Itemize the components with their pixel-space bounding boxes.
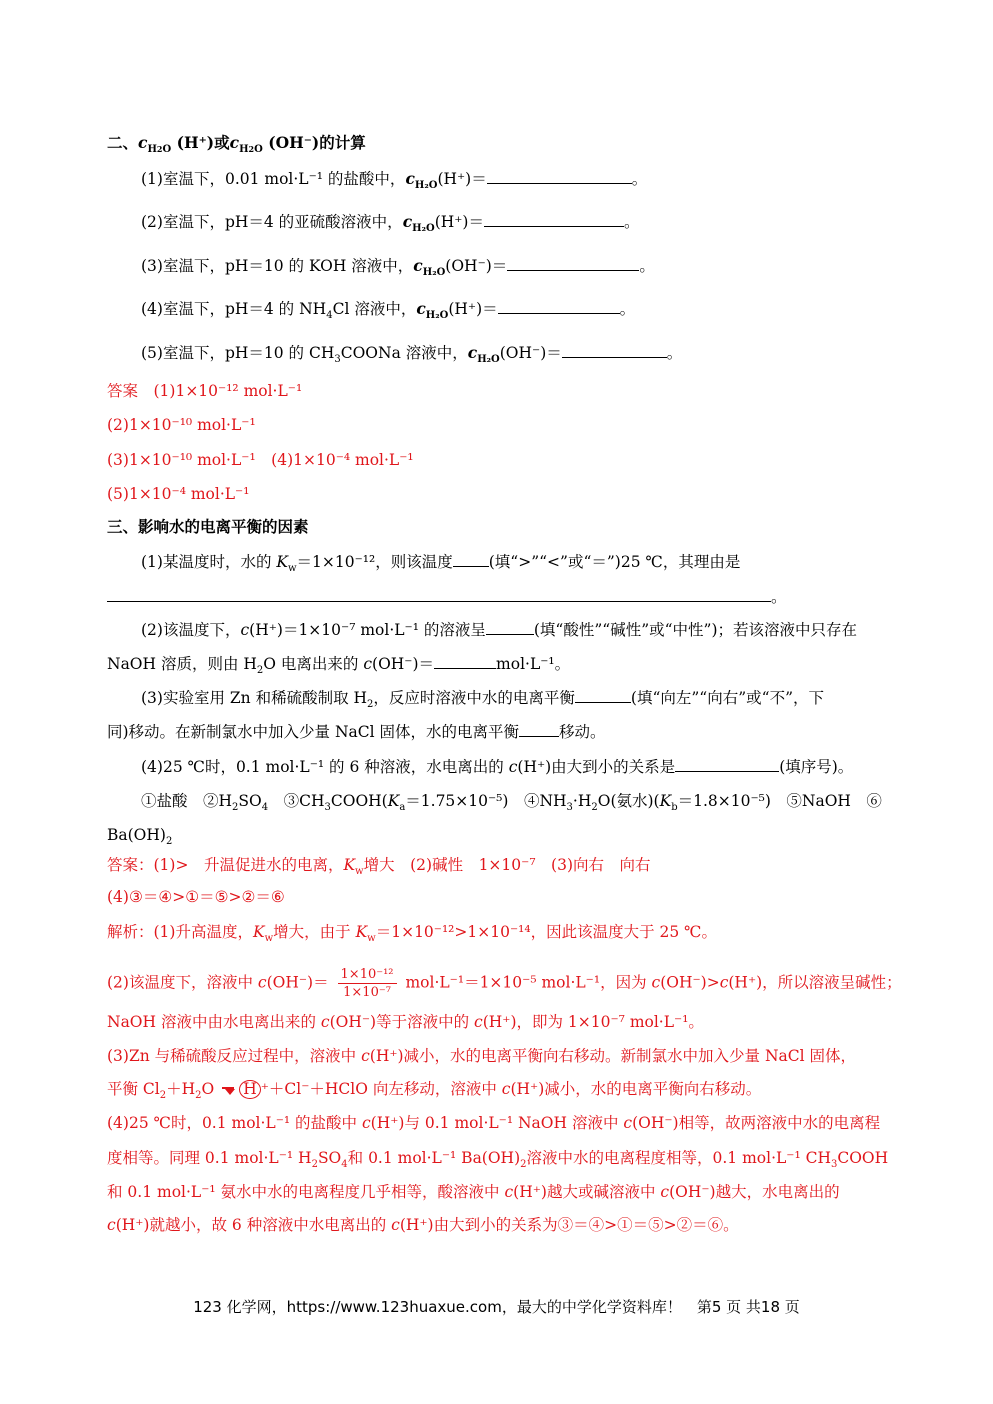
explain-line6: (4)25 ℃时，0.1 mol·L⁻¹ 的盐酸中 c(H⁺)与 0.1 mol·L⁻¹ NaOH 溶液中 c(OH⁻)相等，故两溶液中水的电离程: [107, 1114, 881, 1132]
answer-blank[interactable]: [484, 211, 624, 227]
answer-blank[interactable]: [487, 168, 632, 184]
question-4: (4)室温下，pH＝4 的 $NH_4Cl$ 溶液中，$c_{H_2O}(H^+)=$ 。: [141, 299, 636, 322]
circled-h: H: [239, 1080, 261, 1099]
q3-4: (4)25 ℃时，0.1 mol·L⁻¹ 的 6 种溶液，水电离出的 c(H⁺)由大到小的关系是 (填序号)。: [141, 758, 854, 776]
explain-line8: 和 0.1 mol·L⁻¹ 氨水中水的电离程度几乎相等，酸溶液中 c(H⁺)越大或碱溶液中 c(OH⁻)越大，水电离出的: [107, 1183, 840, 1201]
q3-3: (3)实验室用 Zn 和稀硫酸制取 $H_2$，反应时溶液中水的电离平衡 (填“向左”“向右”或“不”，下: [141, 689, 824, 711]
answer-blank[interactable]: [675, 756, 779, 772]
answer-blank[interactable]: [498, 298, 620, 314]
answer-blank[interactable]: [434, 653, 496, 669]
answer2-line1: 答案：(1)> 升温促进水的电离，$K_w$增大 (2)碱性 1×10⁻⁷ (3)向右 向右: [107, 856, 651, 878]
answer-blank[interactable]: [519, 721, 559, 737]
q3-4-options-cont: $Ba(OH)_2$: [107, 826, 173, 848]
answer-blank[interactable]: [507, 255, 639, 271]
q3-2: (2)该温度下，c(H⁺)＝1×10⁻⁷ mol·L⁻¹ 的溶液呈 (填“酸性”“碱性”或“中性”)；若该溶液中只存在: [141, 621, 858, 639]
explain-line2: (2)该温度下，溶液中 c(OH⁻)＝ $\frac{\text{1×10⁻¹²}}{\text{1×10⁻⁷}}$ mol·L⁻¹＝1×10⁻⁵ mol·L⁻¹，因为 c(OH⁻)>c(H⁺)，所以溶液呈碱性；: [107, 967, 902, 1000]
page-footer: 123 化学网，https://www.123huaxue.com，最大的中学化学资料库！ 第5 页 共18 页: [193, 1298, 800, 1316]
explain-line4: (3)Zn 与稀硫酸反应过程中，溶液中 c(H⁺)减小，水的电离平衡向右移动。新制氯水中加入少量 NaCl 固体，: [107, 1047, 857, 1065]
equilibrium-arrow-icon: [222, 1084, 236, 1096]
answer1-line4: (5)1×10⁻⁴ mol·L⁻¹: [107, 485, 250, 503]
q3-1: (1)某温度时，水的 $K_w=1\times 10^{-12}$，则该温度 (填“>”“<”或“＝”)25 ℃，其理由是: [141, 553, 741, 575]
question-1: (1)室温下，0.01 mol·L⁻¹ 的盐酸中，$c_{H_2O}(H^+)=$ 。: [141, 169, 648, 192]
question-2: (2)室温下，pH＝4 的亚硫酸溶液中，$c_{H_2O}(H^+)=$ 。: [141, 212, 640, 235]
answer2-line2: (4)③＝④>①＝⑤>②＝⑥: [107, 888, 285, 906]
answer-blank[interactable]: [562, 342, 667, 358]
q3-4-options: ①盐酸 $②H_2SO_4$ $③CH_3COOH(K_a=1.75\times 10^{-5})$ $④NH_3\cdot H_2O$(氨水)$(K_b=1.8\times 10^{-5})$ ⑤NaOH ⑥: [141, 792, 882, 814]
explain-line9: c(H⁺)就越小，故 6 种溶液中水电离出的 c(H⁺)由大到小的关系为③＝④>①＝⑤>②＝⑥。: [107, 1216, 739, 1234]
q3-1-reason: 。: [107, 586, 913, 608]
q3-3-cont: 同)移动。在新制氯水中加入少量 NaCl 固体，水的电离平衡 移动。: [107, 723, 606, 741]
answer1-line2: (2)1×10⁻¹⁰ mol·L⁻¹: [107, 416, 256, 434]
q3-2-cont: NaOH 溶质，则由 $H_2O$ 电离出来的 c(OH⁻)＝ mol·L⁻¹。: [107, 655, 571, 677]
question-5: (5)室温下，pH＝10 的 $CH_3COONa$ 溶液中，$c_{H_2O}(OH^-)=$ 。: [141, 343, 683, 366]
answer-blank[interactable]: [486, 619, 534, 635]
answer1-line3: (3)1×10⁻¹⁰ mol·L⁻¹ (4)1×10⁻⁴ mol·L⁻¹: [107, 451, 414, 469]
answer-blank[interactable]: [107, 586, 771, 602]
answer1-line1: 答案 (1)1×10⁻¹² mol·L⁻¹: [107, 382, 303, 400]
fraction: $\frac{\text{1×10⁻¹²}}{\text{1×10⁻⁷}}$: [338, 966, 397, 1001]
answer-blank[interactable]: [575, 687, 631, 703]
section3-title: 三、影响水的电离平衡的因素: [107, 517, 309, 536]
explain-line3: NaOH 溶液中由水电离出来的 c(OH⁻)等于溶液中的 c(H⁺)，即为 1×10⁻⁷ mol·L⁻¹。: [107, 1013, 704, 1031]
question-3: (3)室温下，pH＝10 的 KOH 溶液中，$c_{H_2O}(OH^-)=$ 。: [141, 256, 655, 279]
explain-line1: 解析：(1)升高温度，$K_w$增大，由于 $K_w=1\times 10^{-12}>1\times 10^{-14}$，因此该温度大于 25 ℃。: [107, 923, 717, 945]
section2-title: 二、$c_{H2O}$ (H⁺)或$c_{H2O}$ (OH⁻)的计算: [107, 133, 366, 156]
explain-line5: 平衡 $Cl_2+H_2O$ H ⁺＋Cl⁻＋HClO 向左移动，溶液中 c(H⁺)减小，水的电离平衡向右移动。: [107, 1080, 762, 1102]
explain-line7: 度相等。同理 0.1 mol·L⁻¹ $H_2SO_4$和 0.1 mol·L⁻¹ $Ba(OH)_2$溶液中水的电离程度相等，0.1 mol·L⁻¹ $CH_3COOH$: [107, 1149, 889, 1171]
answer-blank[interactable]: [453, 551, 489, 567]
